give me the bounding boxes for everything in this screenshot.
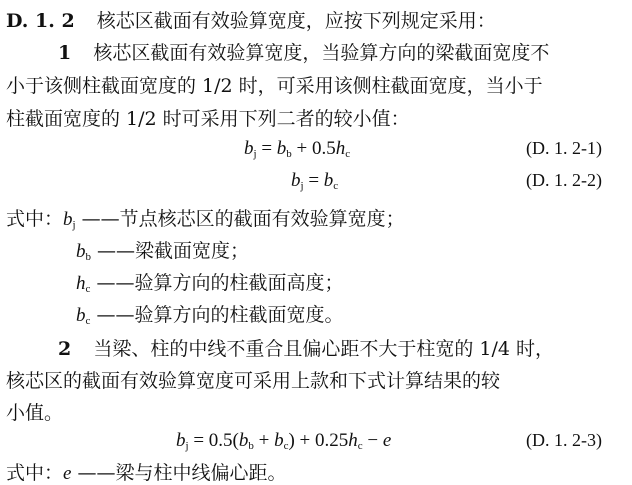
definition-bc: $b_c$ ——验算方向的柱截面宽度。 [76, 304, 344, 327]
definition-e-text: ——梁与柱中线偏心距。 [77, 462, 287, 484]
item-2-line-3: 小值。 [6, 402, 64, 424]
equation-2-number: (D. 1. 2-2) [526, 170, 602, 190]
definition-hc: $h_c$ ——验算方向的柱截面高度； [76, 272, 344, 295]
where-label-2: 式中： [6, 462, 64, 484]
item-2-number: 2 [58, 338, 72, 360]
definition-bb-text: ——梁截面宽度； [97, 240, 250, 262]
definition-bj: 式中：$b_j$ ——节点核芯区的截面有效验算宽度； [6, 208, 405, 231]
clause-number: D. 1. 2 [6, 10, 75, 32]
item-1-line-1 [58, 38, 549, 65]
item-2-line-2: 核芯区的截面有效验算宽度可采用上款和下式计算结果的较 [6, 370, 501, 392]
equation-1-number: (D. 1. 2-1) [526, 138, 602, 158]
item-1-line-2: 小于该侧柱截面宽度的 1/2 时，可采用该侧柱截面宽度，当小于 [6, 75, 543, 97]
clause-heading [6, 6, 496, 33]
item-2-line-1 [58, 334, 554, 361]
equation-3: $b_j = 0.5(b_b + b_c) + 0.25h_c - e$ [176, 430, 392, 452]
item-1-text-1: 核芯区截面有效验算宽度，当验算方向的梁截面宽度不 [93, 42, 550, 64]
equation-2: $b_j = b_c$ [291, 170, 339, 192]
definition-bj-text: ——节点核芯区的截面有效验算宽度； [81, 208, 405, 230]
where-label: 式中： [6, 208, 64, 230]
definition-bb: $b_b$ ——梁截面宽度； [76, 240, 250, 263]
item-1-number: 1 [58, 42, 72, 64]
item-1-line-3: 柱截面宽度的 1/2 时可采用下列二者的较小值： [6, 108, 410, 130]
definition-hc-text: ——验算方向的柱截面高度； [96, 272, 344, 294]
definition-e: 式中：e ——梁与柱中线偏心距。 [6, 462, 287, 484]
clause-title: 核芯区截面有效验算宽度，应按下列规定采用： [96, 10, 496, 32]
item-2-text-1: 当梁、柱的中线不重合且偏心距不大于柱宽的 1/4 时， [93, 338, 554, 360]
equation-1: $b_j = b_b + 0.5h_c$ [244, 138, 351, 160]
equation-3-number: (D. 1. 2-3) [526, 430, 602, 450]
definition-bc-text: ——验算方向的柱截面宽度。 [96, 304, 344, 326]
